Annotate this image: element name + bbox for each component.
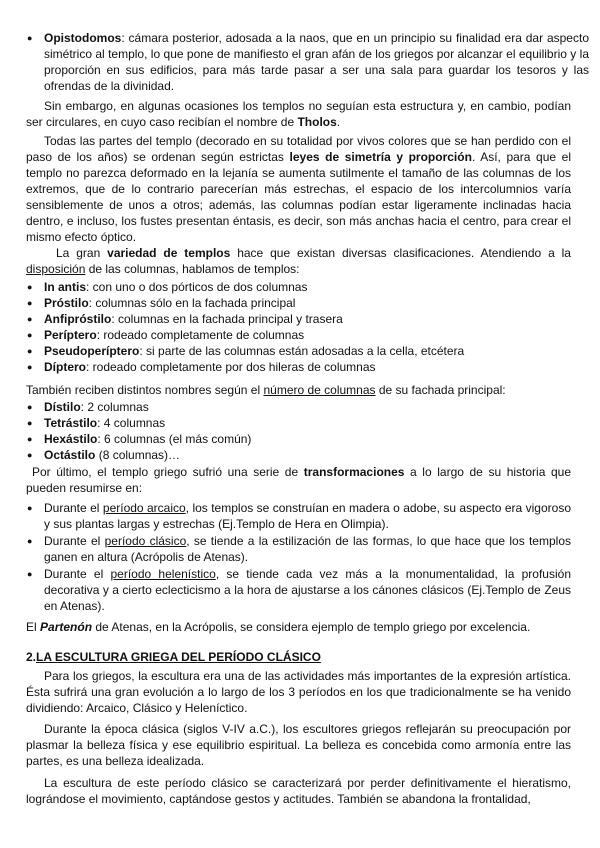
list-item: [26, 500, 571, 532]
list-item: [26, 343, 571, 359]
list-item: [26, 415, 571, 431]
simetria-term: leyes de simetría y proporción: [289, 150, 472, 164]
simetria-paragraph: [26, 133, 571, 245]
list-item: [26, 533, 571, 565]
list-item-term: Períptero: [44, 328, 97, 342]
list-item: [26, 447, 571, 463]
periodo-underline: período clásico: [104, 534, 187, 548]
list-item-term: Hexástilo: [44, 432, 98, 446]
list-item-term: Próstilo: [44, 296, 89, 310]
list-item-term: Anfipróstilo: [44, 312, 112, 326]
list-item-text: : 6 columnas (el más común): [97, 432, 252, 446]
escultura-paragraph-2: Durante la época clásica (siglos V-IV a.C.), los escultores griegos reflejarán su preocupación por plasmar la belleza física y ese equilibrio espiritual. La belleza es concebida como armonía entre las partes, es una belleza idealizada.: [26, 722, 571, 768]
partenon-term: Partenón: [40, 620, 93, 634]
list-item-term: Octástilo: [44, 448, 96, 462]
list-item: [26, 566, 571, 614]
list-item-text: : rodeado completamente de columnas: [96, 328, 305, 342]
list-item: [26, 279, 571, 295]
tholos-text: Sin embargo, en algunas ocasiones los templos no seguían esta estructura y, en cambio, podían ser circulares, en cuyo caso recibían el nombre de: [26, 99, 571, 129]
variedad-text-c: de las columnas, hablamos de templos:: [85, 262, 300, 276]
transformaciones-paragraph: [26, 464, 571, 496]
numero-list: [26, 399, 571, 463]
periodo-text-a: Durante el: [44, 534, 105, 548]
periodo-underline: período helenístico: [110, 567, 216, 581]
transf-term: transformaciones: [303, 465, 405, 479]
periodo-text-a: Durante el: [44, 567, 111, 581]
periodo-text-b: , se tiende cada vez más a la monumentalidad, la profusión decorativa y a cierto eclecticismo a la hora de ajustarse a los cánones clásicos (Ej.Templo de Zeus en Atenas).: [44, 567, 571, 613]
list-item: [26, 399, 571, 415]
partenon-paragraph: [26, 619, 571, 635]
list-item: [26, 327, 571, 343]
list-item: [26, 431, 571, 447]
simetria-text-a: Todas las partes del templo (decorado en su totalidad por vivos colores que se han perdido con el paso de los años) se ordenan según estrictas: [26, 134, 571, 164]
list-item-text: : con uno o dos pórticos de dos columnas: [86, 280, 308, 294]
periodos-list: [26, 500, 571, 614]
periodo-underline: período arcaico: [102, 501, 186, 515]
list-item: [26, 311, 571, 327]
periodo-text-b: , los templos se construían en madera o adobe, su aspecto era vigoroso y sus plantas largas y estrechas (Ej.Templo de Hera en Olimpia).: [44, 501, 572, 531]
escultura-paragraph-3: La escultura de este período clásico se caracterizará por perder definitivamente el hieratismo, lográndose el movimiento, captándose gestos y actitudes. También se abandona la frontalidad,: [26, 776, 571, 806]
list-item: [26, 359, 571, 375]
opistodomos-term: Opistodomos: [44, 31, 122, 45]
numero-text-a: También reciben distintos nombres según el: [26, 383, 264, 397]
partenon-text-b: de Atenas, en la Acrópolis, se considera ejemplo de templo griego por excelencia.: [92, 620, 531, 634]
variedad-term: variedad de templos: [107, 246, 231, 260]
numero-paragraph: [26, 382, 571, 398]
tholos-term: Tholos: [297, 115, 337, 129]
list-item-text: : columnas sólo en la fachada principal: [88, 296, 296, 310]
opistodomos-text: : cámara posterior, adosada a la naos, que en un principio su finalidad era dar aspecto simétrico al templo, lo que pone de manifiesto el gran afán de los griegos por alcanzar el equilibrio y la proporción en sus edificios, para más tarde pasar a ser una sala para guardar los tesoros y las ofrendas de la divinidad.: [44, 31, 589, 93]
section-number: 2.: [26, 650, 37, 664]
periodo-text-a: Durante el: [44, 501, 103, 515]
partenon-text-a: El: [26, 620, 41, 634]
list-item-text: : si parte de las columnas están adosadas a la cella, etcétera: [139, 344, 465, 358]
tholos-paragraph: [26, 98, 571, 130]
list-item-text: (8 columnas)…: [95, 448, 181, 462]
tholos-end: .: [336, 115, 341, 129]
list-item-text: : 2 columnas: [80, 400, 149, 414]
section-title: LA ESCULTURA GRIEGA DEL PERÍODO CLÁSICO: [36, 650, 321, 664]
variedad-paragraph: [26, 245, 571, 277]
disposicion-list: [26, 279, 571, 375]
variedad-text-b: hace que existan diversas clasificaciones. Atendiendo a la: [230, 246, 571, 260]
list-item-term: Tetrástilo: [44, 416, 98, 430]
list-item-text: : 4 columnas: [97, 416, 166, 430]
transf-text-a: Por último, el templo griego sufrió una serie de: [32, 465, 304, 479]
transf-text-b: a lo largo de su historia que pueden resumirse en:: [26, 465, 571, 495]
list-item-term: Dístilo: [44, 400, 81, 414]
disposicion-underline: disposición: [26, 262, 86, 276]
list-item-text: : rodeado completamente por dos hileras de columnas: [86, 360, 376, 374]
list-item: [26, 295, 571, 311]
list-item-term: Pseudoperíptero: [44, 344, 140, 358]
numero-underline: número de columnas: [263, 383, 376, 397]
opistodomos-bullet: [26, 30, 589, 94]
list-item-term: In antis: [44, 280, 87, 294]
variedad-text-a: La gran: [56, 246, 108, 260]
list-item-term: Díptero: [44, 360, 86, 374]
simetria-text-b: . Así, para que el templo no parezca deformado en la lejanía se aumenta sutilmente el tamaño de las columnas de los extremos, que de lo contrario parecerían más estrechas, el espacio de los intercolumnios varía sensiblemente de unos a otros; además, las columnas podían estar ligeramente inclinadas hacia dentro, e incluso, los fustes presentan éntasis, es decir, son más anchas hacia el centro, para crear el mismo efecto óptico.: [26, 150, 572, 244]
section-heading: [26, 649, 571, 665]
numero-text-b: de su fachada principal:: [375, 383, 506, 397]
escultura-paragraph-1: Para los griegos, la escultura era una de las actividades más importantes de la expresión artística. Ésta sufrirá una gran evolución a lo largo de los 3 períodos en los que tradicionalmente se ha venido dividiendo: Arcaico, Clásico y Heleníctico.: [26, 669, 571, 715]
list-item-text: : columnas en la fachada principal y trasera: [111, 312, 343, 326]
periodo-text-b: , se tiende a la estilización de las formas, lo que hace que los templos ganen en altura (Acrópolis de Atenas).: [44, 534, 571, 564]
